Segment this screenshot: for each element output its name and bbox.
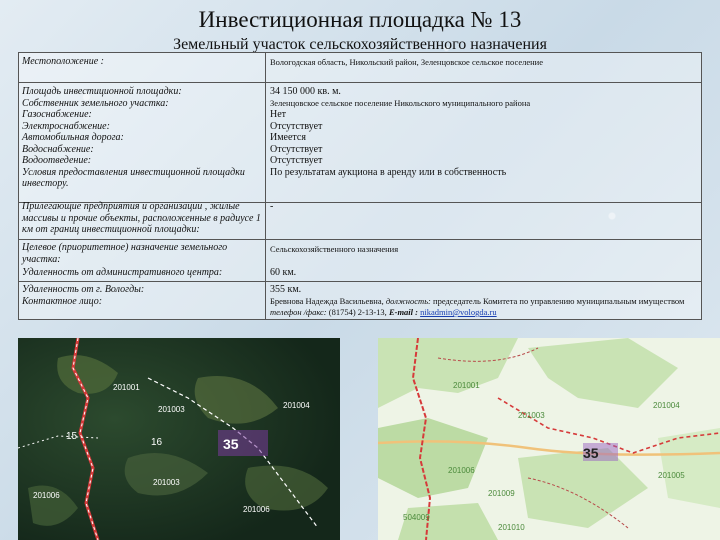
contact-phone-label: телефон /факс: — [270, 307, 327, 317]
topo-label-201005: 201005 — [658, 471, 685, 480]
table-row-utilities — [19, 83, 701, 203]
location-label: Местоположение : — [22, 56, 104, 67]
terms-value: По результатам аукциона в аренду или в собственность — [270, 166, 507, 178]
sat-label-201004: 201004 — [283, 401, 310, 410]
purpose-label: Целевое (приоритетное) назначение земельного участка: — [22, 242, 228, 265]
table-row-adjacent — [19, 198, 701, 240]
topo-label-504009: 504009 — [403, 513, 430, 522]
contact-phone: (81754) 2-13-13, — [328, 307, 387, 317]
gas-label: Газоснабжение: — [22, 109, 92, 120]
contact-name: Бревнова Надежда Васильевна, — [270, 296, 384, 306]
sat-label-201006: 201006 — [33, 491, 60, 500]
contact-email-label: E-mail : — [388, 307, 418, 317]
topo-label-201006: 201006 — [448, 466, 475, 475]
topo-label-35: 35 — [583, 445, 599, 461]
topo-label-201010: 201010 — [498, 523, 525, 532]
info-table — [18, 52, 702, 320]
table-row-location — [19, 53, 701, 83]
sat-label-201001: 201001 — [113, 383, 140, 392]
area-value: 34 150 000 кв. м. — [270, 86, 341, 97]
contact-label: Контактное лицо: — [22, 295, 103, 307]
power-label: Электроснабжение: — [22, 120, 110, 132]
table-row-purpose — [19, 240, 701, 282]
sewer-label: Водоотведение: — [22, 155, 92, 166]
water-label: Водоснабжение: — [22, 143, 94, 155]
road-label: Автомобильная дорога: — [22, 132, 124, 143]
topo-label-201003: 201003 — [518, 411, 545, 420]
distance-vologda-label: Удаленность от г. Вологды: — [22, 284, 145, 295]
satellite-map — [18, 338, 340, 540]
water-value: Отсутствует — [270, 143, 323, 155]
terms-label: Условия предоставления инвестиционной площадки инвестору. — [22, 166, 245, 189]
owner-value: Зеленцовское сельское поселение Никольского муниципального района — [270, 98, 531, 108]
topo-label-201001: 201001 — [453, 381, 480, 390]
location-value: Вологодская область, Никольский район, Зеленцовское сельское поселение — [270, 57, 543, 67]
topo-label-201004: 201004 — [653, 401, 680, 410]
satellite-map-image — [18, 338, 340, 540]
page-subtitle: Земельный участок сельскохозяйственного назначения — [173, 36, 547, 53]
sat-label-201006b: 201006 — [243, 505, 270, 514]
distance-vologda-value: 355 км. — [270, 284, 302, 295]
road-value: Имеется — [270, 132, 306, 143]
sat-label-201003: 201003 — [158, 405, 185, 414]
area-label: Площадь инвестиционной площадки: — [22, 86, 182, 97]
sat-label-16: 16 — [151, 437, 163, 448]
power-value: Отсутствует — [270, 120, 323, 132]
topographic-map-image — [378, 338, 720, 540]
contact-position: председатель Комитета по управлению муниципальным имуществом — [433, 296, 685, 306]
table-row-contact — [19, 282, 701, 320]
sewer-value: Отсутствует — [270, 155, 323, 166]
sat-label-35: 35 — [223, 436, 239, 452]
purpose-value: Сельскохозяйственного назначения — [270, 244, 399, 254]
owner-label: Собственник земельного участка: — [22, 97, 169, 109]
distance-admin-value: 60 км. — [270, 267, 297, 278]
adjacent-value: - — [270, 201, 274, 212]
topographic-map — [378, 338, 720, 540]
page-title: Инвестиционная площадка № 13 — [198, 7, 522, 32]
adjacent-label: Прилегающие предприятия и организации , жилые массивы и прочие объекты, расположенные в радиусе 1 км от границ инвестиционной площадки: — [22, 201, 261, 235]
contact-value — [270, 296, 698, 318]
distance-admin-label: Удаленность от административного центра: — [22, 267, 223, 278]
topo-label-201009: 201009 — [488, 489, 515, 498]
sat-label-201003b: 201003 — [153, 478, 180, 487]
contact-email-link[interactable]: nikadmin@vologda.ru — [420, 307, 497, 317]
contact-position-label: должность: — [385, 296, 431, 306]
gas-value: Нет — [270, 109, 287, 120]
sat-label-15: 15 — [66, 431, 78, 442]
